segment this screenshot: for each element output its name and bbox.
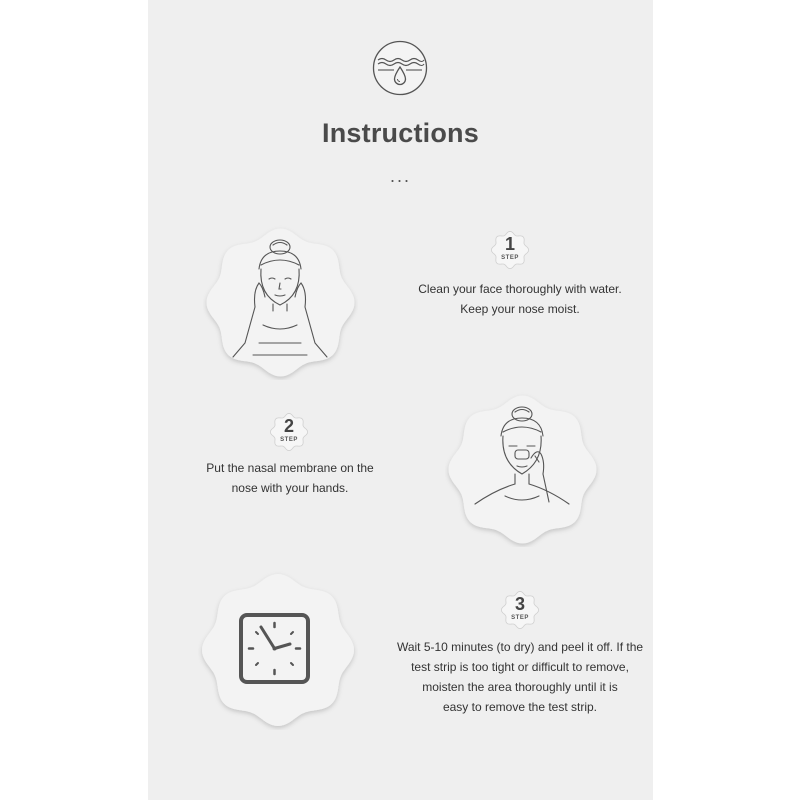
step-number: 1 xyxy=(504,234,515,254)
step-3-text xyxy=(375,637,665,717)
step-label: STEP xyxy=(280,437,298,443)
step-label: STEP xyxy=(501,255,519,261)
page-title: Instructions xyxy=(322,118,479,148)
water-drop-icon xyxy=(372,40,428,96)
step-text-line: Wait 5-10 minutes (to dry) and peel it off. If the xyxy=(396,640,644,654)
step-text-line: Clean your face thoroughly with water. xyxy=(418,282,622,296)
step-text-line: easy to remove the test strip. xyxy=(442,700,598,714)
step-number: 3 xyxy=(514,594,525,614)
step-3-badge xyxy=(500,590,540,630)
step-text-line: test strip is too tight or difficult to remove, xyxy=(411,660,629,674)
step-1-text xyxy=(380,279,660,319)
step-3-illustration xyxy=(198,570,358,730)
step-number: 2 xyxy=(283,416,294,436)
step-text-line: moisten the area thoroughly until it is xyxy=(422,680,618,694)
step-2-illustration xyxy=(445,392,600,547)
step-text-line: nose with your hands. xyxy=(231,481,349,495)
title-ellipsis: ... xyxy=(389,166,411,186)
step-text-line: Put the nasal membrane on the xyxy=(206,461,374,475)
step-2-text xyxy=(160,458,420,498)
step-1-illustration xyxy=(203,225,358,380)
step-1-badge xyxy=(490,230,530,270)
step-text-line: Keep your nose moist. xyxy=(460,302,580,316)
step-2-badge xyxy=(269,412,309,452)
step-label: STEP xyxy=(511,615,529,621)
